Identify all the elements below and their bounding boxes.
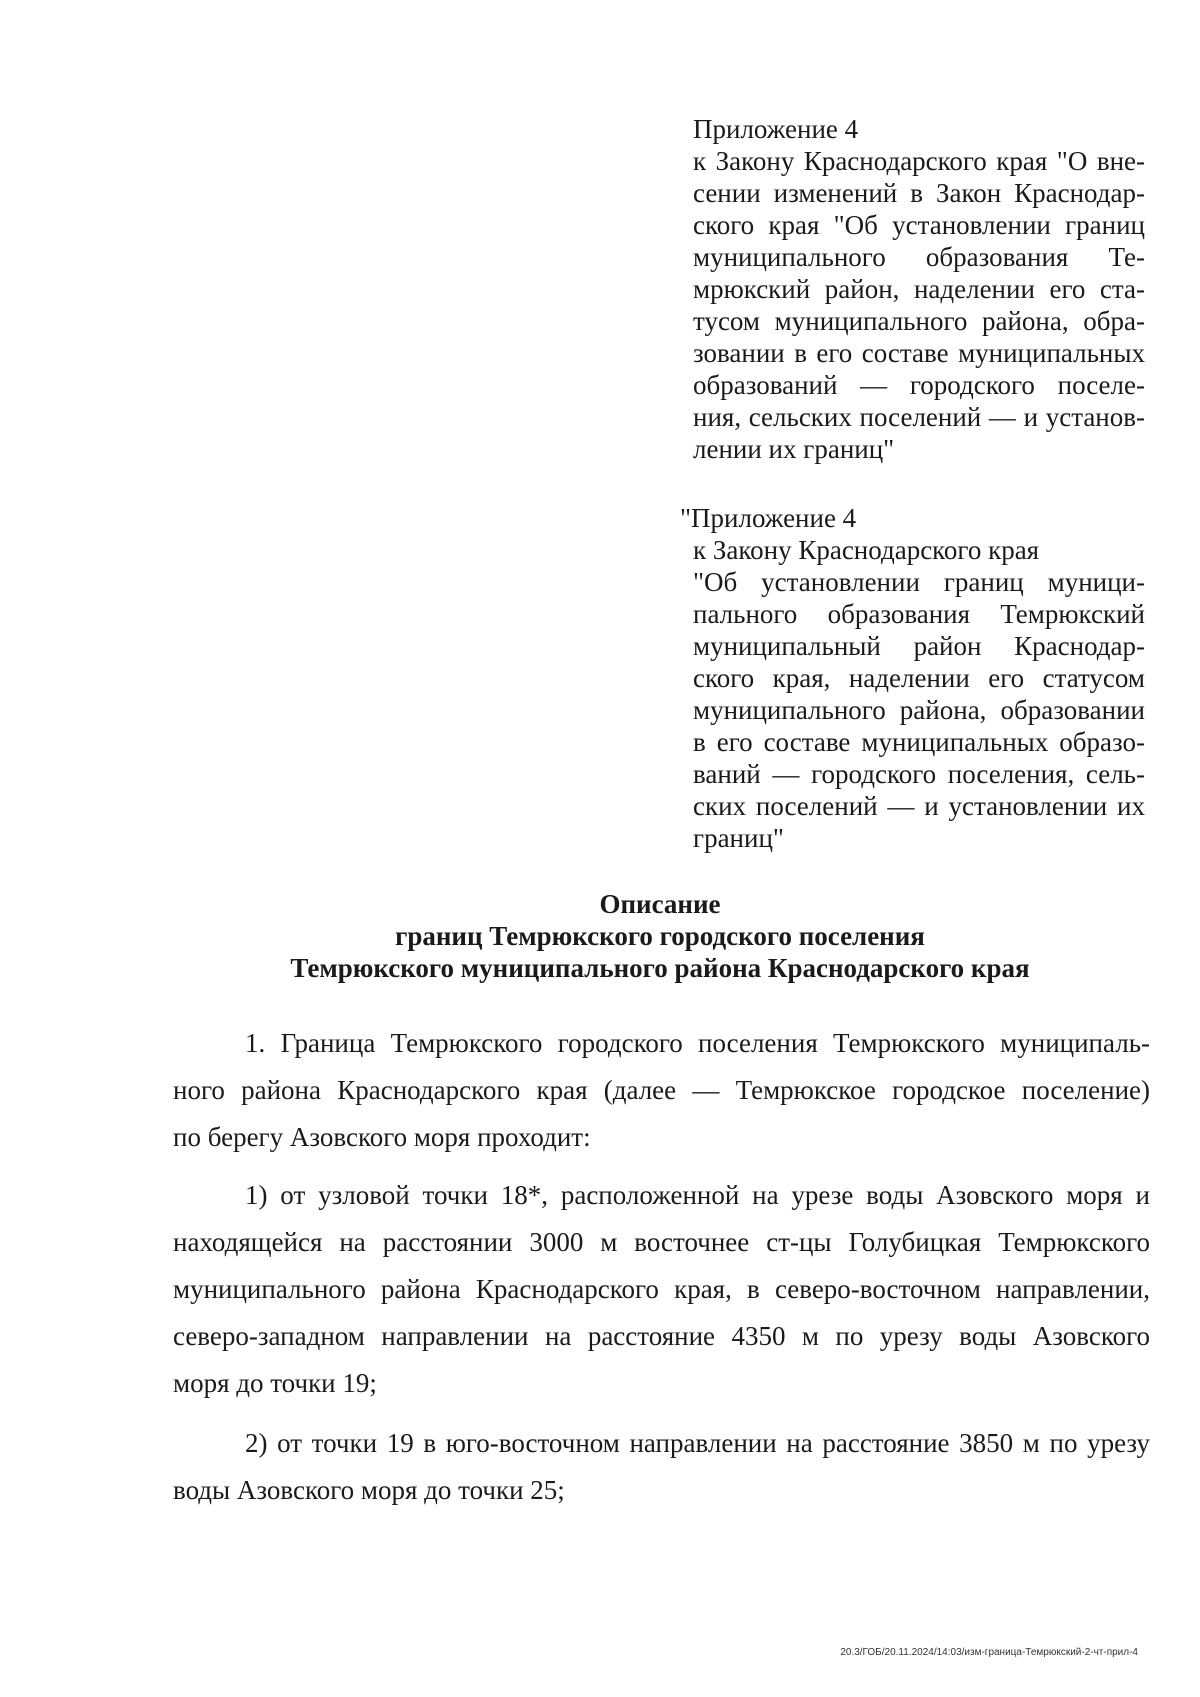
title-line: Описание [599, 889, 721, 919]
annex-quoted-line: к Закону Краснодарского края [693, 535, 1040, 565]
annex-quoted-line: ского края, наделении его статусом [693, 663, 1145, 693]
footer-reference: 20.3/ГОБ/20.11.2024/14:03/изм-граница-Темрюкский-2-чт-прил-4 [840, 1647, 1138, 1658]
paragraph-line: ного района Краснодарского края (далее — Темрюкское городское поселение) [173, 1075, 1150, 1105]
annex-header-line: ского края "Об установлении границ [693, 210, 1145, 240]
annex-header-line: зовании в его составе муниципальных [693, 338, 1145, 368]
paragraph-line: 1) от узловой точки 18*, расположенной на урезе воды Азовского моря и [245, 1180, 1150, 1210]
annex-header-line: к Закону Краснодарского края "О вне- [693, 146, 1145, 176]
paragraph-line: 2) от точки 19 в юго-восточном направлении на расстояние 3850 м по урезу [245, 1428, 1150, 1458]
annex-quoted-line: ваний — городского поселения, сель- [693, 759, 1145, 789]
annex-header-line: образований — городского поселе- [693, 370, 1145, 400]
annex-quoted-line: муниципальный район Краснодар- [693, 631, 1145, 661]
paragraph-line: северо-западном направлении на расстояние 4350 м по урезу воды Азовского [173, 1321, 1150, 1351]
annex-quoted-line: "Приложение 4 [680, 503, 857, 533]
title-line: Темрюкского муниципального района Краснодарского края [290, 953, 1030, 983]
annex-quoted-line: "Об установлении границ муници- [693, 567, 1145, 597]
paragraph-1 [173, 1020, 1150, 1161]
annex-header-line: Приложение 4 [693, 114, 859, 144]
annex-header-line: лении их границ" [693, 434, 895, 464]
annex-quoted-block [680, 502, 1145, 854]
annex-quoted-line: пального образования Темрюкский [693, 599, 1145, 629]
annex-header-line: мрюкский район, наделении его ста- [693, 274, 1145, 304]
paragraph-line: по берегу Азовского моря проходит: [173, 1122, 591, 1152]
paragraph-line: воды Азовского моря до точки 25; [173, 1475, 565, 1505]
document-title [170, 888, 1150, 984]
annex-quoted-line: границ" [693, 823, 784, 853]
paragraph-line: муниципального района Краснодарского края, в северо-восточном направлении, [173, 1274, 1150, 1304]
annex-quoted-line: ских поселений — и установлении их [693, 791, 1145, 821]
annex-quoted-line: муниципального района, образовании [693, 695, 1145, 725]
paragraph-2 [173, 1172, 1150, 1407]
paragraph-line: находящейся на расстоянии 3000 м восточнее ст-цы Голубицкая Темрюкского [173, 1227, 1150, 1257]
annex-header-line: ния, сельских поселений — и установ- [693, 402, 1145, 432]
title-line: границ Темрюкского городского поселения [395, 921, 925, 951]
paragraph-line: моря до точки 19; [173, 1368, 377, 1398]
annex-quoted-line: в его составе муниципальных образо- [693, 727, 1145, 757]
annex-header-line: тусом муниципального района, обра- [693, 306, 1145, 336]
annex-header-line: сении изменений в Закон Краснодар- [693, 178, 1145, 208]
paragraph-line: 1. Граница Темрюкского городского поселения Темрюкского муниципаль- [245, 1028, 1150, 1058]
paragraph-3 [173, 1420, 1150, 1514]
annex-header-block [693, 113, 1145, 465]
annex-header-line: муниципального образования Те- [693, 242, 1145, 272]
